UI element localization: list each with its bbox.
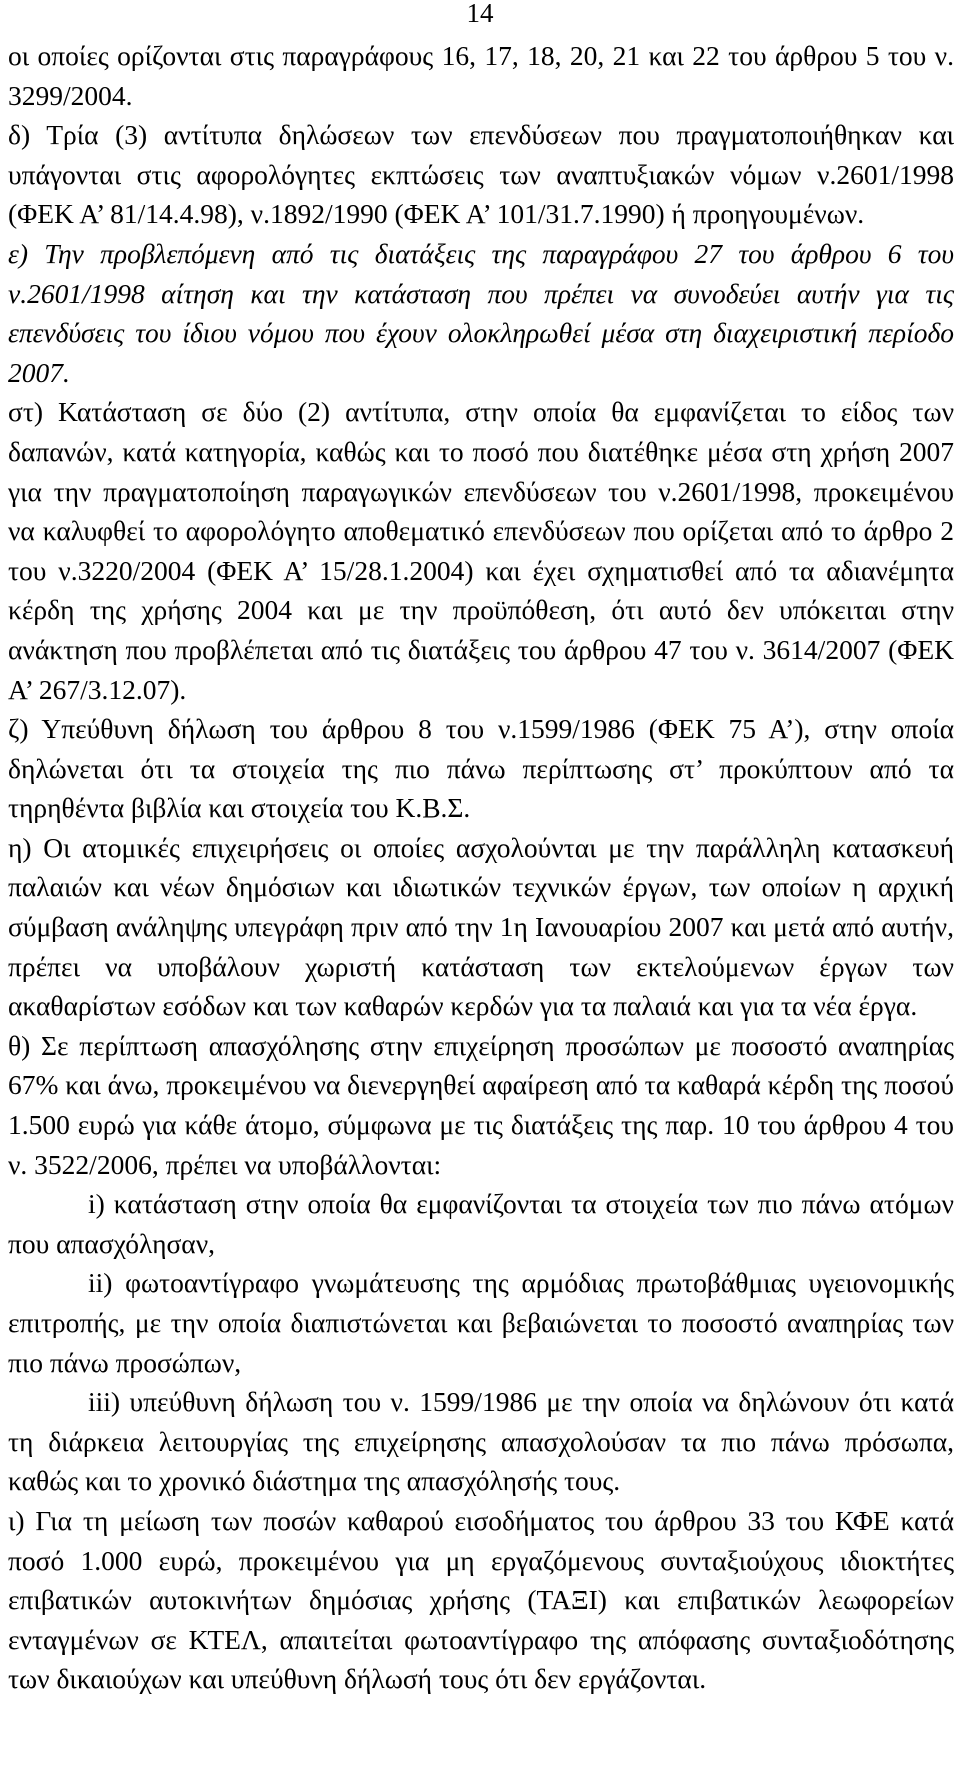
- sub-item-ii: ii) φωτοαντίγραφο γνωμάτευσης της αρμόδιας πρωτοβάθμιας υγειονομικής επιτροπής, με την οποία διαπιστώνεται και βεβαιώνεται το ποσοστό αναπηρίας των πιο πάνω προσώπων,: [8, 1267, 954, 1378]
- document-body: [8, 36, 954, 1699]
- paragraph-st: στ) Κατάσταση σε δύο (2) αντίτυπα, στην οποία θα εμφανίζεται το είδος των δαπανών, κατά κατηγορία, καθώς και το ποσό που διατέθηκε μέσα στη χρήση 2007 για την πραγματοποίηση παραγωγικών επενδύσεων του ν.2601/1998, προκειμένου να καλυφθεί το αφορολόγητο αποθεματικό επενδύσεων που ορίζεται από το άρθρο 2 του ν.3220/2004 (ΦΕΚ Α’ 15/28.1.2004) και έχει σχηματισθεί από τα αδιανέμητα κέρδη της χρήσης 2004 και με την προϋπόθεση, ότι αυτό δεν υπόκειται στην ανάκτηση που προβλέπεται από τις διατάξεις του άρθρου 47 του ν. 3614/2007 (ΦΕΚ Α’ 267/3.12.07).: [8, 396, 954, 705]
- page-number: 14: [466, 0, 494, 28]
- paragraph-z: ζ) Υπεύθυνη δήλωση του άρθρου 8 του ν.1599/1986 (ΦΕΚ 75 Α’), στην οποία δηλώνεται ότι τα στοιχεία της πιο πάνω περίπτωσης στ’ προκύπτουν από τα τηρηθέντα βιβλία και στοιχεία του Κ.Β.Σ.: [8, 713, 954, 824]
- paragraph-d: δ) Τρία (3) αντίτυπα δηλώσεων των επενδύσεων που πραγματοποιήθηκαν και υπάγονται στις αφορολόγητες εκπτώσεις των αναπτυξιακών νόμων ν.2601/1998 (ΦΕΚ Α’ 81/14.4.98), ν.1892/1990 (ΦΕΚ Α’ 101/31.7.1990) ή προηγουμένων.: [8, 119, 954, 230]
- sub-item-iii: iii) υπεύθυνη δήλωση του ν. 1599/1986 με την οποία να δηλώνουν ότι κατά τη διάρκεια λειτουργίας της επιχείρησης απασχολούσαν τα πιο πάνω πρόσωπα, καθώς και το χρονικό διάστημα της απασχόλησής τους.: [8, 1386, 954, 1497]
- sub-item-i: i) κατάσταση στην οποία θα εμφανίζονται τα στοιχεία των πιο πάνω ατόμων που απασχόλησαν,: [8, 1188, 954, 1259]
- paragraph-e: ε) Την προβλεπόμενη από τις διατάξεις της παραγράφου 27 του άρθρου 6 του ν.2601/1998 αίτηση και την κατάσταση που πρέπει να συνοδεύει αυτήν για τις επενδύσεις του ίδιου νόμου που έχουν ολοκληρωθεί μέσα στη διαχειριστική περίοδο 2007.: [8, 237, 954, 388]
- paragraph-iota: ι) Για τη μείωση των ποσών καθαρού εισοδήματος του άρθρου 33 του ΚΦΕ κατά ποσό 1.000 ευρώ, προκειμένου για μη εργαζόμενους συνταξιούχους ιδιοκτήτες επιβατικών αυτοκινήτων δημόσιας χρήσης (ΤΑΞΙ) και επιβατικών λεωφορείων ενταγμένων σε ΚΤΕΛ, απαιτείται φωτοαντίγραφο της απόφασης συνταξιοδότησης των δικαιούχων και υπεύθυνη δήλωσή τους ότι δεν εργάζονται.: [8, 1504, 954, 1695]
- paragraph-i: η) Οι ατομικές επιχειρήσεις οι οποίες ασχολούνται με την παράλληλη κατασκευή παλαιών και νέων δημόσιων και ιδιωτικών τεχνικών έργων, των οποίων η αρχική σύμβαση ανάληψης υπεγράφη πριν από την 1η Ιανουαρίου 2007 και μετά από αυτήν, πρέπει να υποβάλουν χωριστή κατάσταση των εκτελούμενων έργων των ακαθαρίστων εσόδων και των καθαρών κερδών για τα παλαιά και για τα νέα έργα.: [8, 831, 954, 1022]
- paragraph-continuation: οι οποίες ορίζονται στις παραγράφους 16, 17, 18, 20, 21 και 22 του άρθρου 5 του ν. 3299/2004.: [8, 40, 954, 111]
- paragraph-th: θ) Σε περίπτωση απασχόλησης στην επιχείρηση προσώπων με ποσοστό αναπηρίας 67% και άνω, προκειμένου να διενεργηθεί αφαίρεση από τα καθαρά κέρδη της ποσού 1.500 ευρώ για κάθε άτομο, σύμφωνα με τις διατάξεις της παρ. 10 του άρθρου 4 του ν. 3522/2006, πρέπει να υποβάλλονται:: [8, 1029, 954, 1180]
